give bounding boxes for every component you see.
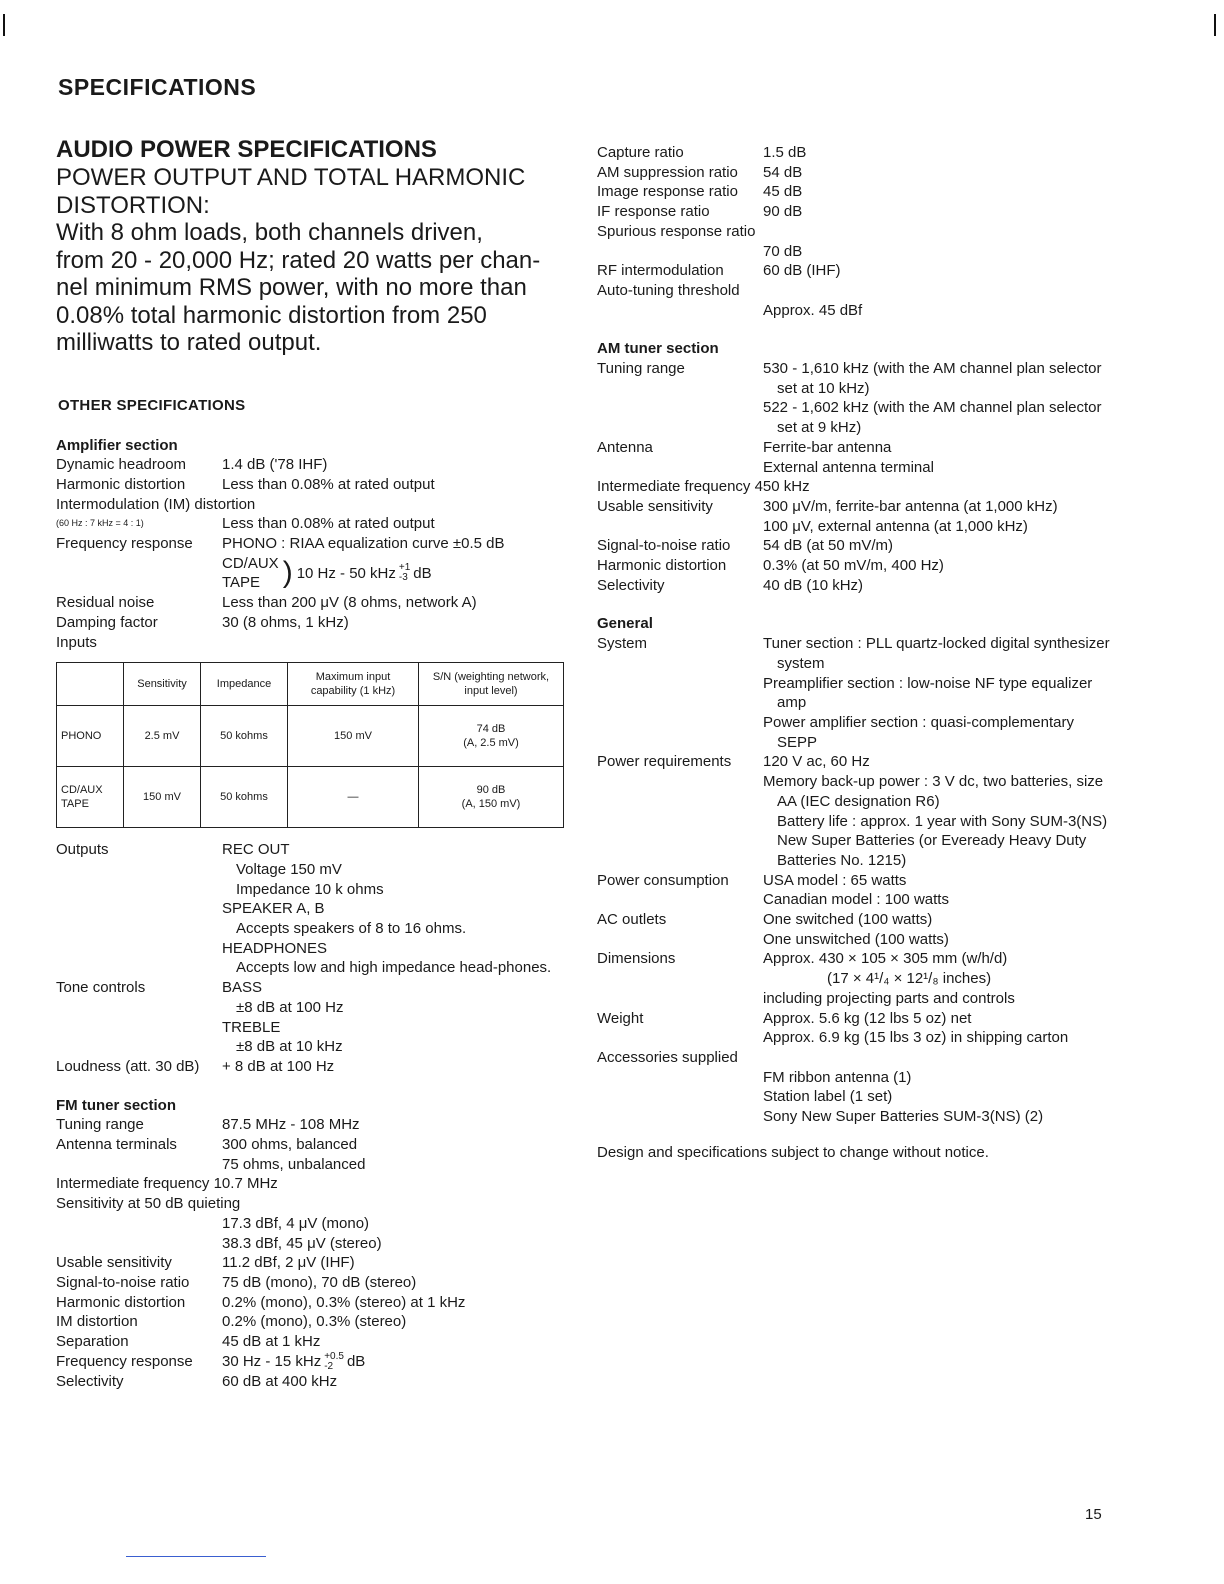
tol-up: +1 — [398, 562, 411, 574]
power-line: DISTORTION: — [56, 191, 210, 219]
right-column — [597, 143, 1117, 1162]
fm-tolerance — [324, 1352, 344, 1372]
spec-value: 1.5 dB — [763, 144, 807, 161]
spec-label: Tuning range — [56, 1116, 144, 1134]
am-antenna-2: External antenna terminal — [763, 458, 934, 476]
spec-continuation: Sony New Super Batteries SUM-3(NS) (2) — [763, 1108, 1044, 1126]
spec-row — [597, 634, 1117, 752]
spec-continuation — [56, 860, 568, 880]
tol-down: -2 — [324, 1360, 334, 1372]
spec-value: PHONO : RIAA equalization curve ±0.5 dB — [222, 535, 505, 553]
spec-label: Residual noise — [56, 594, 155, 612]
spec-row — [56, 1057, 568, 1077]
spec-continuation: Station label (1 set) — [763, 1088, 893, 1106]
spec-value: 75 dB (mono), 70 dB (stereo) — [222, 1274, 417, 1291]
spec-continuation: 70 dB — [763, 242, 803, 260]
table-cell: — — [288, 767, 419, 828]
right-edge-mark — [1214, 14, 1216, 36]
am-usable-2: 100 μV, external antenna (at 1,000 kHz) — [763, 517, 1028, 535]
spec-label: Usable sensitivity — [597, 497, 713, 515]
spec-value: 11.2 dBf, 2 μV (IHF) — [222, 1254, 355, 1272]
spec-continuation: HEADPHONES — [222, 939, 328, 957]
spec-label: Tone controls — [56, 979, 146, 997]
spec-row — [597, 536, 1117, 556]
spec-label: IM distortion — [56, 1313, 138, 1331]
spec-label: Signal-to-noise ratio — [56, 1274, 190, 1291]
spec-label: Image response ratio — [597, 183, 738, 201]
spec-value — [763, 1009, 1117, 1048]
power-output-statement — [56, 164, 568, 357]
spec-row — [56, 1352, 568, 1372]
spec-label: Usable sensitivity — [56, 1254, 172, 1272]
freq-range: 10 Hz - 50 kHz — [296, 564, 396, 582]
spec-row — [597, 497, 1117, 536]
inputs-table — [56, 662, 564, 828]
weight-shipping: Approx. 6.9 kg (15 lbs 3 oz) in shipping carton — [763, 1029, 1069, 1047]
spec-value — [763, 871, 1117, 910]
power-line: With 8 ohm loads, both channels driven, — [56, 219, 483, 246]
spec-label: Frequency response — [56, 1352, 193, 1370]
fm-if: Intermediate frequency 10.7 MHz — [56, 1175, 278, 1193]
spec-value: + 8 dB at 100 Hz — [222, 1057, 335, 1075]
spec-value: 54 dB — [763, 163, 803, 181]
spec-value: 45 dB — [763, 183, 803, 201]
spec-value: 30 (8 ohms, 1 kHz) — [222, 613, 349, 631]
spec-row — [597, 438, 1117, 477]
spec-label: Power consumption — [597, 871, 729, 889]
spec-label: AM suppression ratio — [597, 163, 738, 181]
consumption-usa: USA model : 65 watts — [763, 871, 907, 889]
spec-value: 60 dB at 400 kHz — [222, 1372, 338, 1390]
spec-row — [56, 840, 568, 860]
spec-row — [597, 949, 1117, 1008]
spec-label: Weight — [597, 1009, 644, 1027]
spec-row — [597, 261, 1117, 281]
amplifier-section-heading: Amplifier section — [56, 436, 178, 454]
accessories-label: Accessories supplied — [597, 1048, 738, 1066]
weight-net: Approx. 5.6 kg (12 lbs 5 oz) net — [763, 1009, 972, 1027]
spec-value: BASS — [222, 979, 263, 997]
spec-row — [597, 143, 1117, 163]
spec-label: AC outlets — [597, 911, 667, 929]
power-line: milliwatts to rated output. — [56, 329, 322, 356]
row-name: CD/AUX — [61, 784, 103, 797]
spec-value — [763, 497, 1117, 536]
spec-row — [56, 593, 568, 613]
spec-row — [56, 534, 568, 554]
spec-value: 90 dB — [763, 203, 803, 221]
table-header-row — [57, 663, 564, 706]
freq-unit: dB — [413, 564, 432, 582]
spec-row — [56, 1253, 568, 1273]
row-name: TAPE — [61, 798, 89, 811]
spec-row — [597, 1009, 1117, 1048]
speaker-desc: Accepts speakers of 8 to 16 ohms. — [236, 920, 467, 938]
dim-metric: Approx. 430 × 105 × 305 mm (w/h/d) — [763, 950, 1008, 968]
spec-continuation: SPEAKER A, B — [222, 900, 325, 918]
am-if: Intermediate frequency 450 kHz — [597, 478, 810, 496]
spec-continuation: FM ribbon antenna (1) — [763, 1068, 912, 1086]
sn-condition: (A, 150 mV) — [461, 798, 521, 811]
spec-value: 0.2% (mono), 0.3% (stereo) at 1 kHz — [222, 1293, 466, 1311]
spec-label: Capture ratio — [597, 144, 684, 161]
spec-label: Antenna terminals — [56, 1136, 177, 1154]
spec-value: Less than 0.08% at rated output — [222, 515, 435, 533]
power-line: POWER OUTPUT AND TOTAL HARMONIC — [56, 164, 526, 191]
sn-condition: (A, 2.5 mV) — [463, 737, 519, 750]
spec-continuation: 75 ohms, unbalanced — [222, 1155, 366, 1173]
spec-label: Separation — [56, 1333, 129, 1351]
spec-label: Dimensions — [597, 950, 676, 968]
table-cell — [419, 767, 564, 828]
spec-label: Antenna — [597, 438, 653, 456]
dim-inches: (17 × 4¹/₄ × 12¹/₈ inches) — [827, 970, 992, 988]
table-cell — [419, 706, 564, 767]
am-usable-1: 300 μV/m, ferrite-bar antenna (at 1,000 kHz) — [763, 497, 1058, 515]
spec-value: 45 dB at 1 kHz — [222, 1333, 321, 1351]
table-cell: 150 mV — [288, 706, 419, 767]
spec-row — [597, 871, 1117, 910]
sn-value: 74 dB — [476, 723, 506, 736]
audio-power-heading: AUDIO POWER SPECIFICATIONS — [56, 136, 437, 163]
spec-row — [56, 1115, 568, 1135]
spec-label: Loudness (att. 30 dB) — [56, 1057, 200, 1075]
general-section-heading: General — [597, 615, 653, 633]
page-number: 15 — [1085, 1506, 1102, 1523]
spec-label: Damping factor — [56, 613, 158, 631]
spec-row — [56, 455, 568, 475]
spec-label: Signal-to-noise ratio — [597, 537, 731, 555]
am-range-10k: 530 - 1,610 kHz (with the AM channel plan selector set at 10 kHz) — [763, 360, 1102, 397]
table-cell: 50 kohms — [201, 706, 288, 767]
bottom-rule — [126, 1556, 266, 1557]
spec-label: Harmonic distortion — [56, 1293, 186, 1311]
power-line: 0.08% total harmonic distortion from 250 — [56, 301, 487, 329]
spec-value — [763, 438, 1117, 477]
table-cell: 50 kohms — [201, 767, 288, 828]
tol-down: -3 — [398, 572, 408, 584]
spec-value: REC OUT — [222, 841, 290, 859]
table-cell: 150 mV — [124, 767, 201, 828]
spec-continuation: 38.3 dBf, 45 μV (stereo) — [222, 1234, 382, 1252]
table-header: Impedance — [201, 663, 288, 706]
spec-row — [56, 1372, 568, 1392]
spec-value: Less than 0.08% at rated output — [222, 475, 435, 493]
table-header: Sensitivity — [124, 663, 201, 706]
other-specifications-heading: OTHER SPECIFICATIONS — [58, 396, 246, 414]
spec-label: Dynamic headroom — [56, 456, 187, 474]
treble-value: ±8 dB at 10 kHz — [236, 1038, 343, 1056]
dim-note: including projecting parts and controls — [763, 989, 1015, 1007]
spec-label: System — [597, 635, 648, 653]
spec-continuation — [56, 880, 568, 900]
consumption-canada: Canadian model : 100 watts — [763, 891, 949, 909]
power-line: from 20 - 20,000 Hz; rated 20 watts per chan- — [56, 246, 541, 274]
fm-tuner-section-heading: FM tuner section — [56, 1096, 177, 1114]
fm-sensitivity-label: Sensitivity at 50 dB quieting — [56, 1195, 241, 1213]
table-cell: PHONO — [57, 706, 124, 767]
rec-voltage: Voltage 150 mV — [236, 860, 342, 878]
spec-continuation: 17.3 dBf, 4 μV (mono) — [222, 1214, 370, 1232]
auto-tuning-label: Auto-tuning threshold — [597, 281, 740, 299]
am-antenna-1: Ferrite-bar antenna — [763, 438, 892, 456]
spec-value: 0.2% (mono), 0.3% (stereo) — [222, 1313, 407, 1331]
spec-value — [222, 1352, 568, 1372]
table-cell: 2.5 mV — [124, 706, 201, 767]
spec-row — [597, 910, 1117, 949]
ac-unswitched: One unswitched (100 watts) — [763, 930, 949, 948]
im-condition: (60 Hz : 7 kHz = 4 : 1) — [56, 518, 144, 529]
spec-continuation: TREBLE — [222, 1018, 281, 1036]
frequency-response-cd-tape — [56, 554, 568, 593]
spec-row — [597, 576, 1117, 596]
system-tuner: Tuner section : PLL quartz-locked digital synthesizer system — [763, 635, 1110, 672]
tolerance — [399, 563, 410, 583]
spec-value: 40 dB (10 kHz) — [763, 576, 864, 594]
power-ac: 120 V ac, 60 Hz — [763, 753, 870, 771]
tol-up: +0.5 — [324, 1350, 344, 1362]
spec-row — [597, 163, 1117, 183]
am-tuner-section-heading: AM tuner section — [597, 340, 719, 358]
spec-value: 87.5 MHz - 108 MHz — [222, 1116, 360, 1134]
spec-label: Selectivity — [56, 1372, 124, 1390]
power-backup: Memory back-up power : 3 V dc, two batteries, size AA (IEC designation R6) — [763, 773, 1104, 810]
spec-value: 300 ohms, balanced — [222, 1136, 358, 1154]
ac-switched: One switched (100 watts) — [763, 911, 933, 929]
spec-row — [56, 514, 568, 534]
spec-row — [597, 359, 1117, 438]
spec-label: Harmonic distortion — [56, 475, 186, 493]
spec-value — [763, 634, 1117, 752]
spec-label: Tuning range — [597, 360, 685, 378]
spurious-label: Spurious response ratio — [597, 222, 756, 240]
spec-value: 60 dB (IHF) — [763, 262, 841, 280]
spec-row — [56, 613, 568, 633]
spec-row — [56, 1273, 568, 1293]
spec-value — [763, 359, 1117, 438]
spec-label: IF response ratio — [597, 203, 710, 221]
spec-label: Frequency response — [56, 535, 193, 553]
spec-row — [597, 556, 1117, 576]
spec-row — [597, 202, 1117, 222]
spec-row — [56, 978, 568, 998]
rec-impedance: Impedance 10 k ohms — [236, 880, 384, 898]
spec-value: 54 dB (at 50 mV/m) — [763, 537, 894, 555]
spec-row — [56, 475, 568, 495]
spec-row — [56, 1135, 568, 1155]
brace-symbol: ) — [282, 556, 293, 590]
fm-freq-unit: dB — [346, 1352, 366, 1370]
spec-value: 0.3% (at 50 mV/m, 400 Hz) — [763, 557, 944, 575]
bass-value: ±8 dB at 100 Hz — [236, 998, 344, 1016]
page-title: SPECIFICATIONS — [58, 74, 257, 100]
table-header: Maximum input capability (1 kHz) — [288, 663, 419, 706]
fm-freq-range: 30 Hz - 15 kHz — [222, 1352, 322, 1370]
spec-continuation — [56, 998, 568, 1018]
battery-life: Battery life : approx. 1 year with Sony SUM-3(NS) New Super Batteries (or Eveready Heavy Duty Batteries No. 1215) — [777, 812, 1108, 869]
cd-aux-label: CD/AUX — [222, 554, 279, 572]
spec-value — [763, 949, 1117, 1008]
spec-row — [56, 1293, 568, 1313]
spec-continuation — [56, 958, 568, 978]
spec-label: Power requirements — [597, 753, 732, 771]
spec-label: Selectivity — [597, 576, 665, 594]
headphone-desc: Accepts low and high impedance head-phones. — [236, 959, 552, 977]
system-preamp: Preamplifier section : low-noise NF type equalizer amp — [763, 674, 1093, 712]
change-notice: Design and specifications subject to change without notice. — [597, 1143, 989, 1161]
system-power-amp: Power amplifier section : quasi-complementary SEPP — [763, 713, 1074, 751]
table-row — [57, 767, 564, 828]
spec-value — [763, 752, 1117, 870]
spec-label: Harmonic distortion — [597, 557, 727, 575]
sn-value: 90 dB — [476, 784, 506, 797]
table-header — [57, 663, 124, 706]
spec-continuation — [56, 1037, 568, 1057]
spec-label: RF intermodulation — [597, 262, 724, 280]
spec-row — [56, 1332, 568, 1352]
table-header: S/N (weighting network, input level) — [419, 663, 564, 706]
spec-value: 1.4 dB ('78 IHF) — [222, 456, 328, 474]
power-line: nel minimum RMS power, with no more than — [56, 274, 527, 301]
spec-row — [597, 182, 1117, 202]
spec-value: Less than 200 μV (8 ohms, network A) — [222, 594, 477, 612]
spec-continuation — [56, 919, 568, 939]
am-range-9k: 522 - 1,602 kHz (with the AM channel plan selector set at 9 kHz) — [763, 399, 1102, 437]
left-edge-mark — [3, 14, 5, 36]
left-column — [56, 136, 568, 1392]
im-distortion-label: Intermodulation (IM) distortion — [56, 495, 256, 513]
spec-continuation: Approx. 45 dBf — [763, 301, 863, 319]
spec-row — [597, 752, 1117, 870]
spec-label: Outputs — [56, 841, 109, 859]
tape-label: TAPE — [222, 574, 261, 592]
spec-value — [763, 910, 1117, 949]
table-row — [57, 706, 564, 767]
spec-row — [56, 1312, 568, 1332]
inputs-label: Inputs — [56, 633, 97, 651]
table-cell — [57, 767, 124, 828]
